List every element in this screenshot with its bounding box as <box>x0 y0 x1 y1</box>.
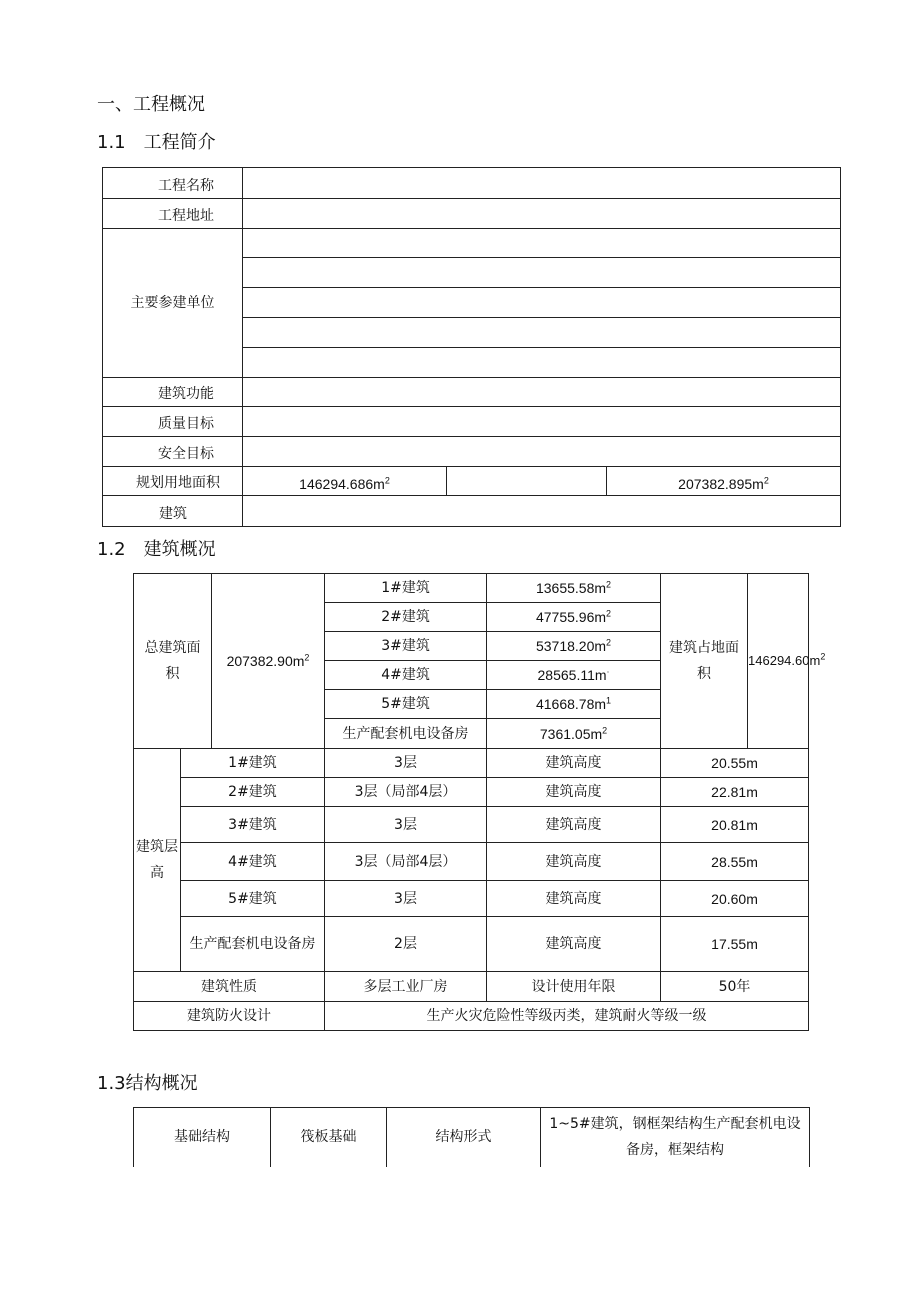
area-building-value: $47755.96m^2$ <box>487 603 661 632</box>
floor-count: 3层（局部4层） <box>325 843 487 881</box>
label-building: 建筑 <box>103 496 243 527</box>
value-building-function <box>243 378 841 407</box>
area-building-name: 3#建筑 <box>325 632 487 661</box>
height-label: 建筑高度 <box>487 749 661 778</box>
value-unit-row <box>243 229 841 258</box>
label-quality-target: 质量目标 <box>103 407 243 437</box>
floor-building-name: 生产配套机电设备房 <box>181 917 325 972</box>
height-value: 28.55m <box>661 843 809 881</box>
floor-building-name: 4#建筑 <box>181 843 325 881</box>
floor-building-name: 5#建筑 <box>181 881 325 917</box>
area-building-value: $41668.78m^1$ <box>487 690 661 719</box>
label-main-units: 主要参建单位 <box>103 229 243 378</box>
area-building-value: 28565.11m· <box>487 661 661 690</box>
value-unit-row <box>243 348 841 378</box>
height-label: 建筑高度 <box>487 807 661 843</box>
height-label: 建筑高度 <box>487 917 661 972</box>
floor-count: 2层 <box>325 917 487 972</box>
label-fire-design: 建筑防火设计 <box>134 1002 325 1031</box>
value-building-nature: 多层工业厂房 <box>325 972 487 1002</box>
label-total-building-area: 总建筑面积 <box>134 574 212 749</box>
area-building-name: 2#建筑 <box>325 603 487 632</box>
label-foundation: 基础结构 <box>134 1108 271 1167</box>
value-fire-design: 生产火灾危险性等级丙类，建筑耐火等级一级 <box>325 1002 809 1031</box>
value-unit-row <box>243 288 841 318</box>
label-project-name: 工程名称 <box>103 168 243 199</box>
height-value: 20.60m <box>661 881 809 917</box>
value-planned-land-area: $146294.686m^2$ <box>243 467 447 496</box>
value-building <box>243 496 841 527</box>
value-quality-target <box>243 407 841 437</box>
project-intro-table <box>102 167 841 527</box>
height-label: 建筑高度 <box>487 881 661 917</box>
height-label: 建筑高度 <box>487 778 661 807</box>
floor-count: 3层 <box>325 807 487 843</box>
label-project-address: 工程地址 <box>103 199 243 229</box>
value-building-footprint: $146294.60m^2$ <box>748 574 809 749</box>
label-floors-height: 建筑层高 <box>134 749 181 972</box>
value-unit-row <box>243 318 841 348</box>
subsection-heading-structure-overview: 1.3结构概况 <box>97 1073 198 1094</box>
floor-count: 3层 <box>325 881 487 917</box>
height-value: 17.55m <box>661 917 809 972</box>
label-planned-land-area: 规划用地面积 <box>103 467 243 496</box>
value-project-name <box>243 168 841 199</box>
subsection-heading-building-overview: 1.2 建筑概况 <box>97 539 216 560</box>
value-empty-cell <box>447 467 607 496</box>
label-building-footprint: 建筑占地面积 <box>661 574 748 749</box>
value-structure-form: 1~5#建筑，钢框架结构生产配套机电设备房，框架结构 <box>541 1108 810 1167</box>
value-design-life: 50年 <box>661 972 809 1002</box>
structure-overview-table <box>133 1107 810 1167</box>
value-foundation: 筏板基础 <box>271 1108 387 1167</box>
section-heading-project-overview: 一、工程概况 <box>97 94 205 115</box>
value-project-address <box>243 199 841 229</box>
area-building-name: 4#建筑 <box>325 661 487 690</box>
floor-building-name: 2#建筑 <box>181 778 325 807</box>
value-unit-row <box>243 258 841 288</box>
height-value: 20.81m <box>661 807 809 843</box>
floor-building-name: 3#建筑 <box>181 807 325 843</box>
height-value: 20.55m <box>661 749 809 778</box>
label-design-life: 设计使用年限 <box>487 972 661 1002</box>
floor-count: 3层 <box>325 749 487 778</box>
area-building-value: $53718.20m^2$ <box>487 632 661 661</box>
area-building-value: $13655.58m^2$ <box>487 574 661 603</box>
subsection-heading-project-intro: 1.1 工程简介 <box>97 132 216 153</box>
area-building-name: 生产配套机电设备房 <box>325 719 487 749</box>
floor-building-name: 1#建筑 <box>181 749 325 778</box>
area-building-name: 5#建筑 <box>325 690 487 719</box>
height-label: 建筑高度 <box>487 843 661 881</box>
label-safety-target: 安全目标 <box>103 437 243 467</box>
floor-count: 3层（局部4层） <box>325 778 487 807</box>
value-total-building-area: $207382.895m^2$ <box>607 467 841 496</box>
label-structure-form: 结构形式 <box>387 1108 541 1167</box>
value-total-building-area: $207382.90m^2$ <box>212 574 325 749</box>
height-value: 22.81m <box>661 778 809 807</box>
label-building-function: 建筑功能 <box>103 378 243 407</box>
area-building-name: 1#建筑 <box>325 574 487 603</box>
area-building-value: $7361.05m^2$ <box>487 719 661 749</box>
label-building-nature: 建筑性质 <box>134 972 325 1002</box>
value-safety-target <box>243 437 841 467</box>
building-overview-table <box>133 573 826 1031</box>
